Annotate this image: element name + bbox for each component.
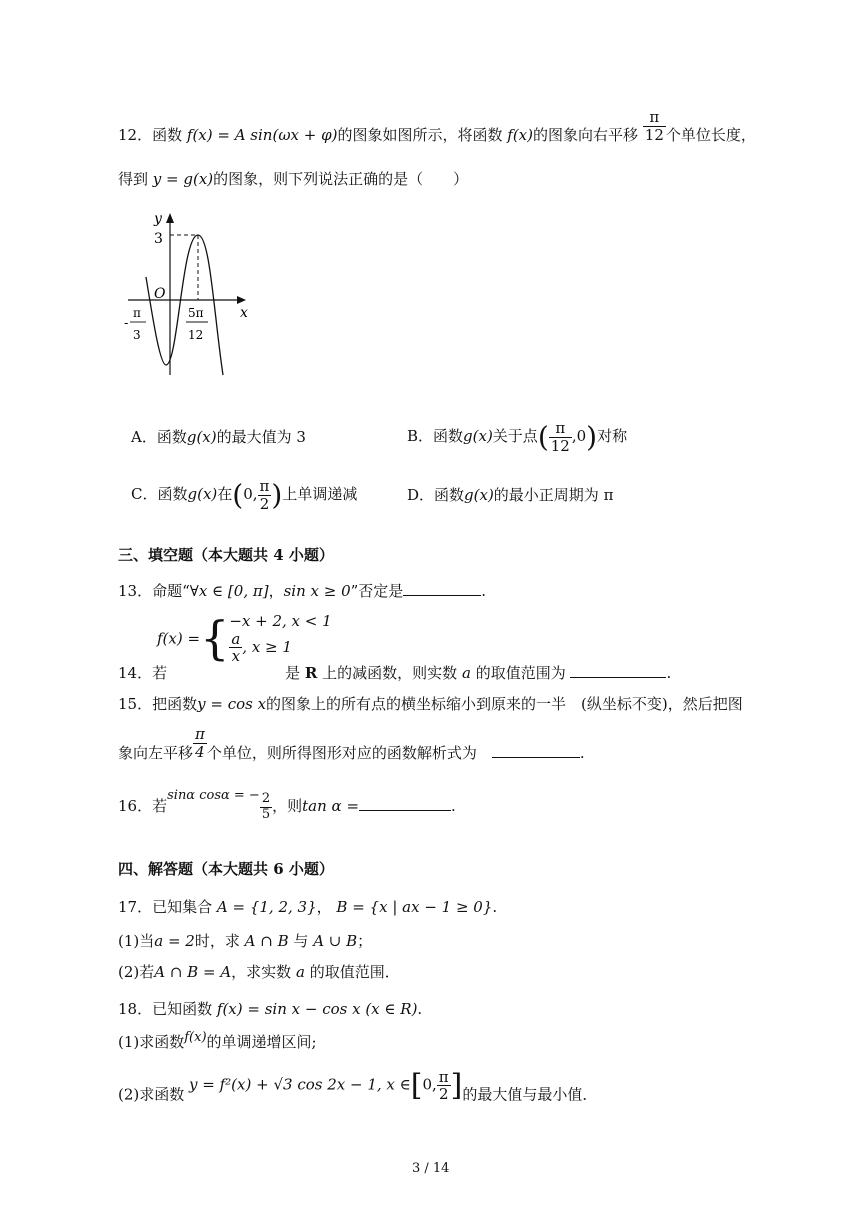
case-1: −x + 2, x < 1	[229, 612, 332, 630]
x-label: x	[240, 305, 248, 321]
paren-close: )	[586, 420, 598, 454]
q12-formula: f(x) = A sin(ωx + φ)	[186, 126, 338, 144]
q12-text: 的图象向右平移	[533, 126, 639, 144]
q12-text: 个单位长度，	[665, 126, 756, 144]
section-3-title: 三、填空题（本大题共 4 小题）	[118, 546, 334, 564]
q18-number: 18．	[118, 1000, 153, 1018]
y-label: y	[154, 211, 162, 227]
frac-den: 2	[259, 494, 270, 513]
q17-part1	[118, 930, 372, 951]
q13-text: ”否定是	[350, 582, 404, 600]
q17-expr: a = 2	[154, 932, 195, 950]
q18-text: 已知函数	[152, 1000, 213, 1018]
frac-num: π	[549, 420, 572, 438]
option-value: π	[603, 486, 614, 504]
paren-open: (	[232, 478, 244, 512]
interval-fraction	[258, 478, 272, 512]
q18-end: .	[417, 1000, 423, 1018]
q16-number: 16．	[118, 797, 153, 815]
origin-label: O	[154, 286, 166, 302]
frac-den: 4	[195, 742, 205, 761]
x-tick-left-sign: -	[124, 316, 129, 331]
q15-text: 把函数	[152, 695, 198, 713]
q17	[118, 896, 497, 917]
q14-text: 是	[285, 664, 301, 682]
set-B: B = {x | ax − 1 ≥ 0}	[336, 898, 493, 916]
q17-expr: A ∩ B	[244, 932, 289, 950]
option-text: 上单调递减	[282, 485, 358, 503]
q15-expr: y = cos x	[197, 695, 267, 713]
option-d	[407, 484, 613, 505]
option-g: g(x)	[187, 485, 218, 503]
answer-blank[interactable]	[570, 677, 666, 678]
q13-text: ，	[268, 582, 284, 600]
y-axis-arrow	[166, 213, 174, 223]
q18-part2: (2)求函数 y = f²(x) + √3 cos 2x − 1, x ∈[0, $\frac{\pi}{2}$ ]的最大值与最小值．	[118, 1067, 598, 1104]
q12-number: 12．	[118, 126, 153, 144]
q18-text: (2)求函数	[118, 1085, 185, 1104]
frac-num: π	[643, 109, 666, 127]
answer-blank[interactable]	[359, 810, 451, 811]
option-text: 关于点	[492, 427, 538, 445]
q13-expr: sin x ≥ 0	[283, 582, 351, 600]
option-c: C．函数g(x)在(0, $\frac{\pi}{2}$ )上单调递减	[131, 477, 358, 513]
frac-num: π	[438, 1067, 449, 1086]
q15-line2	[118, 725, 585, 763]
option-b: B．函数g(x)关于点( $\frac{\pi}{12}$ ,0)对称	[407, 419, 628, 455]
q18-expr: f(x)	[184, 1030, 207, 1045]
q16	[118, 788, 456, 822]
q18-text: 的单调递增区间;	[206, 1033, 317, 1051]
case-2-cond: , x ≥ 1	[242, 637, 292, 656]
q12-graph	[118, 205, 258, 380]
option-g: g(x)	[464, 486, 494, 504]
paren-open: (	[537, 420, 549, 454]
piecewise-cases	[229, 612, 331, 665]
interval-a: 0	[422, 1075, 432, 1094]
q12-text: 函数	[152, 126, 183, 144]
option-text: 在	[217, 485, 233, 503]
point-fraction	[549, 420, 572, 454]
q17-text: 的取值范围．	[309, 963, 400, 981]
q12-text: 得到	[118, 170, 149, 188]
q12-text: 的图象如图所示，将函数	[337, 126, 503, 144]
x-axis-arrow	[237, 296, 246, 304]
q18-expr: y = f²(x) + √3 cos 2x − 1, x ∈	[189, 1075, 411, 1094]
q17-end: .	[492, 898, 498, 916]
option-label: A．函数	[131, 428, 187, 446]
q17-expr: A ∩ B = A	[154, 963, 232, 981]
answer-blank[interactable]	[403, 595, 481, 596]
q17-text: 时，求	[194, 932, 240, 950]
q17-text: 已知集合	[152, 898, 213, 916]
option-g: g(x)	[463, 427, 493, 445]
q13-number: 13．	[118, 582, 153, 600]
piecewise-brace: {	[200, 611, 230, 666]
q15-fraction	[193, 726, 207, 760]
option-g: g(x)	[186, 428, 217, 446]
q14	[118, 662, 671, 683]
q15-text: 象向左平移	[118, 744, 194, 762]
q14-text: 上的减函数，则实数	[322, 664, 458, 682]
option-a	[131, 426, 306, 447]
paren-close: )	[271, 478, 283, 512]
q17-expr: A ∪ B	[313, 932, 358, 950]
q18-part1	[118, 1030, 317, 1052]
q12-g: y = g(x)	[152, 170, 214, 188]
frac-den: 12	[644, 125, 664, 144]
x-tick-left-den: 3	[133, 328, 141, 342]
q15-number: 15．	[118, 695, 153, 713]
option-label: B．函数	[407, 427, 464, 445]
frac-den: 2	[438, 1085, 449, 1103]
q14-end: .	[666, 664, 672, 682]
q15-text: 的图象上的所有点的横坐标缩小到原来的一半 (纵坐标不变)，然后把图	[266, 695, 743, 713]
option-label: D．函数	[407, 486, 465, 504]
q18-text: 的最大值与最小值．	[462, 1085, 598, 1104]
frac-den: 5	[261, 806, 271, 822]
q16-text: ，则	[272, 797, 303, 815]
option-text: 的最大值为 3	[216, 428, 306, 446]
interval-a: 0	[243, 485, 253, 503]
q13-end: .	[481, 582, 487, 600]
x-tick-left-num: π	[133, 306, 141, 320]
q17-text: (2)若	[118, 963, 155, 981]
q15-line1	[118, 693, 743, 714]
q17-text: 与	[293, 932, 309, 950]
y-tick: 3	[154, 231, 163, 247]
q17-text: (1)当	[118, 932, 155, 950]
option-text: 的最小正周期为	[493, 486, 599, 504]
x-tick-right-num: 5π	[188, 306, 204, 320]
frac-num: π	[195, 725, 205, 743]
q13-expr: ∀x ∈ [0, π]	[189, 582, 269, 600]
q14-text: 若	[152, 664, 168, 682]
q14-number: 14．	[118, 664, 153, 682]
frac-num: 2	[261, 791, 271, 807]
q12-shift-fraction	[643, 109, 666, 143]
frac-num: π	[259, 477, 270, 495]
answer-blank[interactable]	[492, 757, 580, 758]
q17-part2	[118, 961, 400, 982]
point-y: 0	[576, 427, 587, 445]
q17-a: a	[295, 963, 305, 981]
q17-number: 17．	[118, 898, 153, 916]
q14-R: R	[304, 664, 318, 682]
q14-f: f(x) =	[157, 629, 201, 648]
bracket-open: [	[410, 1068, 423, 1103]
sine-curve	[146, 235, 223, 375]
q15-end: .	[579, 744, 585, 762]
q14-a: a	[461, 664, 471, 682]
frac-den: 12	[550, 436, 570, 455]
q16-expr: sinα cosα = −	[167, 788, 260, 803]
q18	[118, 998, 422, 1019]
q13	[118, 580, 486, 601]
q15-text: 个单位，则所得图形对应的函数解析式为	[206, 744, 477, 762]
q17-text: ；	[357, 932, 373, 950]
option-text: 对称	[597, 427, 628, 445]
q13-text: 命题“	[152, 582, 190, 600]
case-2	[229, 631, 331, 665]
q16-end: .	[451, 797, 456, 815]
page-number: 3 / 14	[412, 1161, 450, 1176]
frac-num: a	[231, 629, 241, 648]
interval-fraction	[437, 1069, 451, 1103]
q16-fraction	[260, 792, 272, 822]
q17-text: ，	[316, 898, 332, 916]
bracket-close: ]	[450, 1068, 463, 1103]
q14-text: 的取值范围为	[475, 664, 566, 682]
q18-text: (1)求函数	[118, 1033, 185, 1051]
q12-text: 的图象，则下列说法正确的是（ ）	[213, 170, 469, 188]
q14-piecewise	[157, 612, 332, 665]
q17-text: ，求实数	[231, 963, 292, 981]
q16-text: 若	[152, 797, 168, 815]
x-tick-right-den: 12	[188, 328, 204, 342]
q16-expr2: tan α =	[302, 797, 360, 815]
section-4-title: 四、解答题（本大题共 6 小题）	[118, 860, 334, 878]
q12-line1	[118, 108, 756, 145]
option-label: C．函数	[131, 485, 188, 503]
q12-line2	[118, 168, 468, 189]
q18-expr: f(x) = sin x − cos x (x ∈ R)	[216, 1000, 418, 1018]
q12-f: f(x)	[507, 126, 533, 144]
frac-den: x	[231, 647, 241, 666]
case-2-frac	[229, 631, 242, 665]
set-A: A = {1, 2, 3}	[216, 898, 317, 916]
